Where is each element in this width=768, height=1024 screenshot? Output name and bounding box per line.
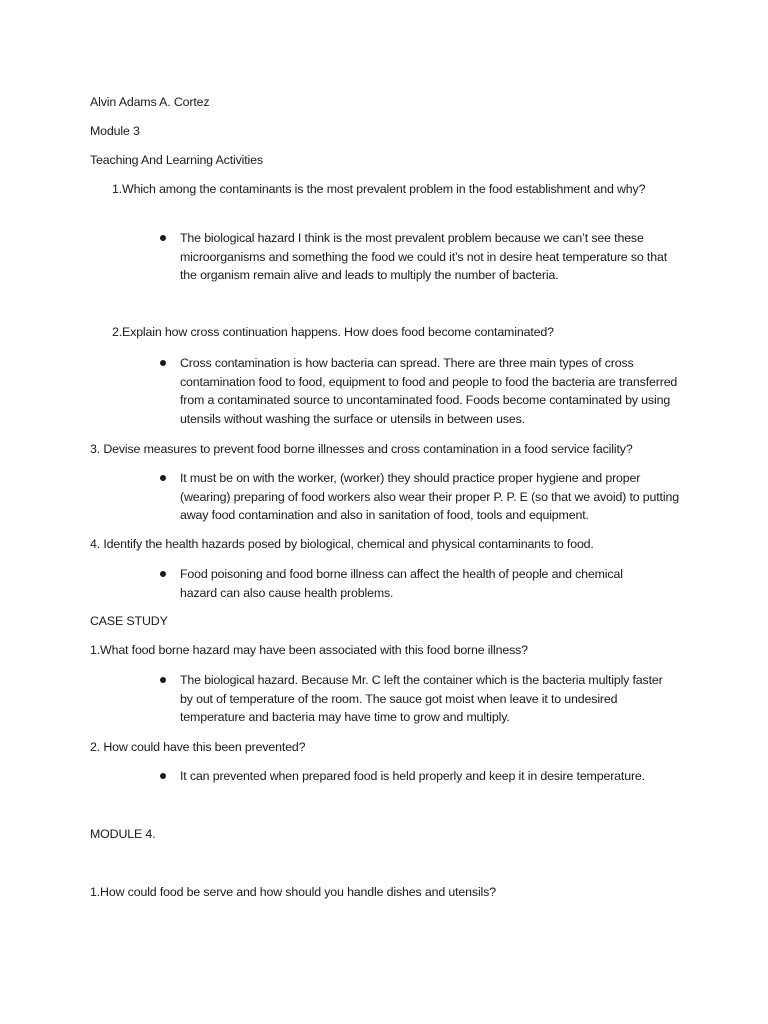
bullet-icon [160, 571, 166, 577]
answer-4: Food poisoning and food borne illness can affect the health of people and chemical hazard can also cause health problems. [180, 567, 623, 600]
author-name: Alvin Adams A. Cortez [90, 95, 210, 109]
bullet-icon [160, 475, 166, 481]
module-4-question-1: 1.How could food be serve and how should you handle dishes and utensils? [90, 885, 496, 899]
case-question-1: 1.What food borne hazard may have been associated with this food borne illness? [90, 643, 528, 657]
case-question-2: 2. How could have this been prevented? [90, 740, 306, 754]
bullet-icon [160, 235, 166, 241]
section-title: Teaching And Learning Activities [90, 153, 263, 167]
case-answer-2: It can prevented when prepared food is held properly and keep it in desire temperature. [180, 769, 645, 783]
question-1: 1.Which among the contaminants is the most prevalent problem in the food establishment and why? [112, 182, 646, 196]
answer-2: Cross contamination is how bacteria can spread. There are three main types of cross contamination food to food, equipment to food and people to food the bacteria are transferred from a contaminated source to uncontaminated food. Foods become contaminated by using utensils without washing the surface or utensils in between uses. [180, 356, 678, 426]
bullet-icon [160, 360, 166, 366]
case-study-heading: CASE STUDY [90, 614, 168, 628]
module-title: Module 3 [90, 124, 140, 138]
bullet-icon [160, 773, 166, 779]
answer-1: The biological hazard I think is the most prevalent problem because we can’t see these microorganisms and something the food we could it’s not in desire heat temperature so that the organism remain alive and leads to multiply the number of bacteria. [180, 231, 667, 282]
question-4: 4. Identify the health hazards posed by biological, chemical and physical contaminants to food. [90, 537, 594, 551]
question-2: 2.Explain how cross continuation happens. How does food become contaminated? [112, 325, 554, 339]
module-4-heading: MODULE 4. [90, 827, 156, 841]
question-3: 3. Devise measures to prevent food borne illnesses and cross contamination in a food service facility? [90, 442, 633, 456]
case-answer-1: The biological hazard. Because Mr. C left the container which is the bacteria multiply faster by out of temperature of the room. The sauce got moist when leave it to undesired temperature and bacteria may have time to grow and multiply. [180, 673, 663, 724]
answer-3: It must be on with the worker, (worker) they should practice proper hygiene and proper (wearing) preparing of food workers also wear their proper P. P. E (so that we avoid) to putting away food contamination and also in sanitation of food, tools and equipment. [180, 471, 679, 522]
bullet-icon [160, 677, 166, 683]
